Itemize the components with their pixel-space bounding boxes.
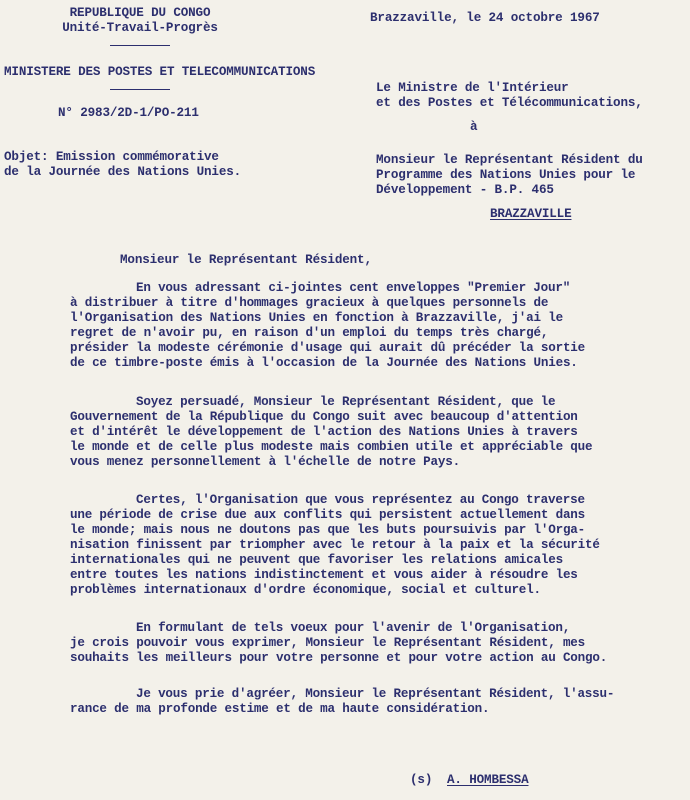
letterhead-motto: Unité-Travail-Progrès	[62, 21, 218, 35]
paragraph-line: En formulant de tels voeux pour l'avenir de l'Organisation,	[136, 621, 571, 635]
letterhead-rule-1	[110, 45, 170, 46]
paragraph-3	[70, 493, 600, 598]
subject-line-2: de la Journée des Nations Unies.	[4, 165, 242, 179]
paragraph-line: Je vous prie d'agréer, Monsieur le Représentant Résident, l'assu-	[136, 687, 615, 701]
paragraph-line: je crois pouvoir vous exprimer, Monsieur le Représentant Résident, mes	[70, 636, 586, 650]
paragraph-line: Gouvernement de la République du Congo suit avec beaucoup d'attention	[70, 410, 578, 424]
subject-line-1: Objet: Emission commémorative	[4, 150, 219, 164]
recipient-line-2: Programme des Nations Unies pour le	[376, 168, 636, 182]
paragraph-line: rance de ma profonde estime et de ma haute considération.	[70, 702, 490, 716]
recipient-city: BRAZZAVILLE	[490, 207, 572, 221]
paragraph-1	[70, 281, 585, 371]
paragraph-line: problèmes internationaux d'ordre économique, social et culturel.	[70, 583, 541, 597]
paragraph-line: à distribuer à titre d'hommages gracieux à quelques personnels de	[70, 296, 549, 310]
paragraph-line: Soyez persuadé, Monsieur le Représentant Résident, que le	[136, 395, 556, 409]
letterhead-rule-2	[110, 89, 170, 90]
sender-line-1: Le Ministre de l'Intérieur	[376, 81, 569, 95]
letterhead-ministry: MINISTERE DES POSTES ET TELECOMMUNICATIONS	[4, 65, 316, 79]
recipient-line-3: Développement - B.P. 465	[376, 183, 554, 197]
paragraph-line: entre toutes les nations indistinctement et vous aider à résoudre les	[70, 568, 578, 582]
paragraph-line: une période de crise due aux conflits qui persistent actuellement dans	[70, 508, 586, 522]
paragraph-line: vous menez personnellement à l'échelle de notre Pays.	[70, 455, 460, 469]
sender-line-2: et des Postes et Télécommunications,	[376, 96, 643, 110]
signature-mark: (s)	[410, 773, 433, 787]
paragraph-2	[70, 395, 592, 470]
paragraph-line: internationales qui ne peuvent que favoriser les relations amicales	[70, 553, 563, 567]
paragraph-line: et d'intérêt le développement de l'action des Nations Unies à travers	[70, 425, 578, 439]
signature-name: A. HOMBESSA	[447, 773, 529, 787]
addressee-prefix: à	[470, 120, 478, 134]
paragraph-line: l'Organisation des Nations Unies en fonction à Brazzaville, j'ai le	[70, 311, 563, 325]
paragraph-line: Certes, l'Organisation que vous représentez au Congo traverse	[136, 493, 585, 507]
letterhead-country: REPUBLIQUE DU CONGO	[69, 6, 211, 20]
paragraph-line: le monde; mais nous ne doutons pas que les buts poursuivis par l'Orga-	[70, 523, 586, 537]
paragraph-line: présider la modeste cérémonie d'usage qui aurait dû précéder la sortie	[70, 341, 586, 355]
letterhead-reference: N° 2983/2D-1/PO-211	[58, 106, 199, 120]
paragraph-line: souhaits les meilleurs pour votre personne et pour votre action au Congo.	[70, 651, 608, 665]
paragraph-line: regret de n'avoir pu, en raison d'un emploi du temps très chargé,	[70, 326, 549, 340]
paragraph-line: nisation finissent par triompher avec le retour à la paix et la sécurité	[70, 538, 600, 552]
paragraph-line: le monde et de celle plus modeste mais combien utile et appréciable que	[70, 440, 593, 454]
paragraph-line: En vous adressant ci-jointes cent enveloppes "Premier Jour"	[136, 281, 571, 295]
paragraph-4	[70, 621, 607, 666]
date-line: Brazzaville, le 24 octobre 1967	[370, 11, 600, 25]
salutation: Monsieur le Représentant Résident,	[120, 253, 372, 267]
paragraph-line: de ce timbre-poste émis à l'occasion de la Journée des Nations Unies.	[70, 356, 578, 370]
recipient-line-1: Monsieur le Représentant Résident du	[376, 153, 643, 167]
paragraph-5	[70, 687, 614, 717]
